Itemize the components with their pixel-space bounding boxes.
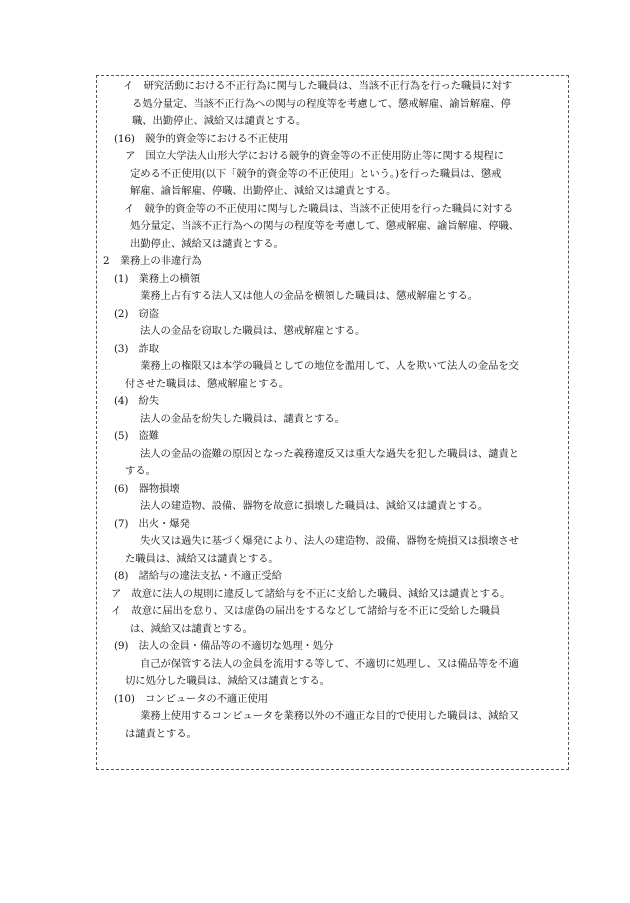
text-line: 業務上の権限又は本学の職員としての地位を濫用して、人を欺いて法人の金品を交 — [140, 360, 519, 372]
section-heading: (16) 競争的資金等における不正使用 — [114, 132, 289, 145]
section-heading: (3) 詐取 — [114, 342, 159, 355]
text-line: 出勤停止、減給又は譴責とする。 — [130, 237, 284, 250]
text-line: る処分量定、当該不正行為への関与の程度等を考慮して、懲戒解雇、諭旨解雇、停 — [132, 97, 511, 110]
document-body — [103, 78, 569, 743]
section-heading: (8) 諸給与の違法支払・不適正受給 — [114, 570, 282, 582]
text-line: 法人の金品の盗難の原因となった義務違反又は重大な過失を犯した職員は、譴責と — [140, 447, 519, 460]
text-line: は、減給又は譴責とする。 — [130, 622, 253, 635]
text-line: イ 競争的資金等の不正使用に関与した職員は、当該不正使用を行った職員に対する — [124, 202, 514, 215]
text-line: する。 — [125, 465, 156, 477]
section-heading: (7) 出火・爆発 — [114, 517, 190, 530]
text-line: 法人の金品を窃取した職員は、懲戒解雇とする。 — [140, 325, 366, 337]
section-heading: (6) 器物損壊 — [114, 482, 180, 495]
text-line: は譴責とする。 — [125, 727, 197, 740]
text-line: 業務上占有する法人又は他人の金品を横領した職員は、懲戒解雇とする。 — [140, 290, 478, 302]
text-line: イ 故意に届出を怠り、又は虚偽の届出をするなどして諸給与を不正に受給した職員 — [111, 605, 501, 617]
section-heading: (10) コンピュータの不適正使用 — [114, 692, 268, 705]
text-line: 法人の建造物、設備、器物を故意に損壊した職員は、減給又は譴責とする。 — [140, 500, 489, 512]
text-line: た職員は、減給又は譴責とする。 — [125, 552, 279, 565]
section-heading: (5) 盗難 — [114, 430, 159, 442]
section-heading: (1) 業務上の横領 — [114, 272, 200, 285]
chapter-heading: 2 業務上の非違行為 — [103, 255, 202, 267]
text-line: 付させた職員は、懲戒解雇とする。 — [125, 377, 289, 390]
section-heading: (4) 紛失 — [114, 395, 159, 407]
text-line: 切に処分した職員は、減給又は譴責とする。 — [125, 675, 330, 687]
text-line: 失火又は過失に基づく爆発により、法人の建造物、設備、器物を焼損又は損壊させ — [140, 535, 519, 547]
section-heading: (2) 窃盗 — [114, 307, 159, 320]
section-heading: (9) 法人の金員・備品等の不適切な処理・処分 — [114, 640, 334, 652]
text-line: 処分量定、当該不正行為への関与の程度等を考慮して、懲戒解雇、諭旨解雇、停職、 — [130, 220, 519, 232]
text-line: 自己が保管する法人の金員を流用する等して、不適切に処理し、又は備品等を不適 — [140, 657, 519, 670]
text-line: ア 国立大学法人山形大学における競争的資金等の不正使用防止等に関する規程に — [125, 150, 504, 162]
text-line: 法人の金品を紛失した職員は、譴責とする。 — [140, 412, 345, 425]
text-line: イ 研究活動における不正行為に関与した職員は、当該不正行為を行った職員に対す — [123, 80, 513, 92]
text-line: 定める不正使用(以下「競争的資金等の不正使用」という。)を行った職員は、懲戒 — [130, 167, 502, 180]
text-line: 解雇、諭旨解雇、停職、出勤停止、減給又は譴責とする。 — [130, 185, 397, 197]
text-line: 職、出勤停止、減給又は譴責とする。 — [132, 115, 307, 127]
text-line: 業務上使用するコンピュータを業務以外の不適正な目的で使用した職員は、減給又 — [140, 710, 519, 722]
text-line: ア 故意に法人の規則に違反して諸給与を不正に支給した職員、減給又は譴責とする。 — [111, 587, 511, 600]
